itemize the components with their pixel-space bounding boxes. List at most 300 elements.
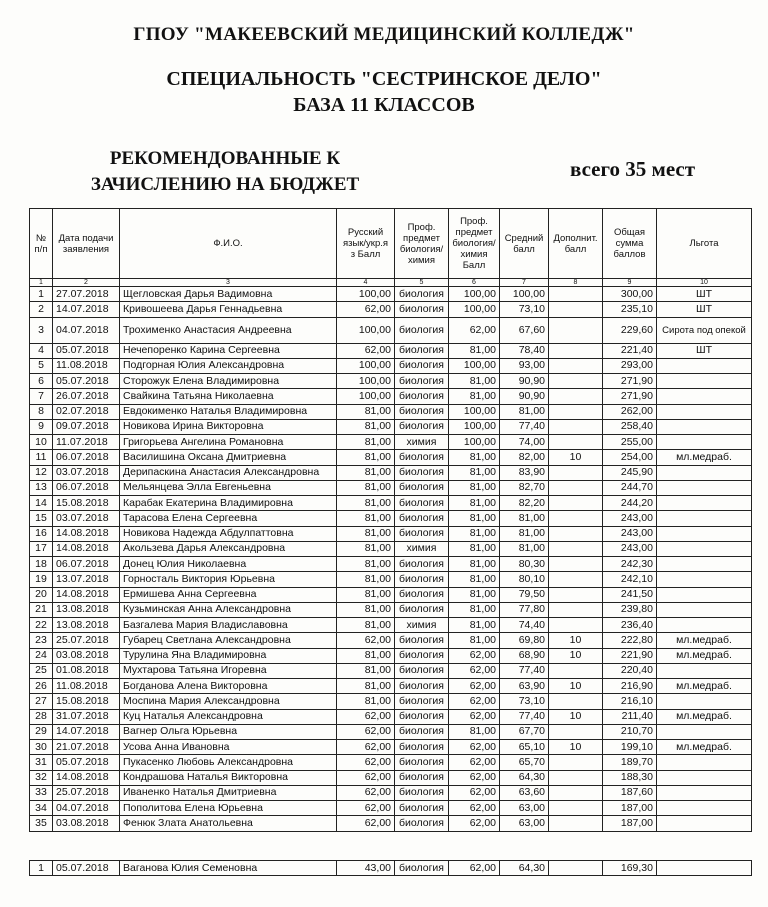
full-name-cell: Губарец Светлана Александровна <box>120 633 337 648</box>
submission-date-cell: 09.07.2018 <box>53 419 120 434</box>
russian-score-cell: 81,00 <box>337 557 395 572</box>
benefit-cell <box>657 557 752 572</box>
average-score-cell: 67,60 <box>500 317 549 343</box>
full-name-cell: Григорьева Ангелина Романовна <box>120 435 337 450</box>
benefit-cell: ШТ <box>657 302 752 317</box>
full-name-cell: Богданова Алена Викторовна <box>120 679 337 694</box>
row-number-cell: 21 <box>30 602 53 617</box>
total-score-cell: 187,60 <box>603 785 657 800</box>
submission-date-cell: 25.07.2018 <box>53 633 120 648</box>
russian-score-cell: 62,00 <box>337 785 395 800</box>
table-row <box>30 287 752 302</box>
submission-date-cell: 13.07.2018 <box>53 572 120 587</box>
benefit-cell <box>657 755 752 770</box>
table-row <box>30 740 752 755</box>
total-score-cell: 187,00 <box>603 816 657 831</box>
total-score-cell: 216,90 <box>603 679 657 694</box>
extra-score-cell <box>549 785 603 800</box>
submission-date-cell: 31.07.2018 <box>53 709 120 724</box>
profile-score-cell: 81,00 <box>449 587 500 602</box>
profile-score-cell: 81,00 <box>449 526 500 541</box>
russian-score-cell: 81,00 <box>337 541 395 556</box>
extra-score-cell <box>549 435 603 450</box>
profile-subject-cell: биология <box>395 694 449 709</box>
full-name-cell: Нечепоренко Карина Сергеевна <box>120 343 337 358</box>
extra-score-cell: 10 <box>549 709 603 724</box>
profile-score-cell: 62,00 <box>449 816 500 831</box>
average-score-cell: 65,70 <box>500 755 549 770</box>
profile-subject-cell: биология <box>395 496 449 511</box>
russian-score-cell: 62,00 <box>337 801 395 816</box>
total-score-cell: 271,90 <box>603 374 657 389</box>
full-name-cell: Новикова Надежда Абдулпаттовна <box>120 526 337 541</box>
column-number: 10 <box>657 279 752 287</box>
average-score-cell: 82,00 <box>500 450 549 465</box>
row-number-cell: 22 <box>30 618 53 633</box>
average-score-cell: 77,40 <box>500 663 549 678</box>
total-score-cell: 188,30 <box>603 770 657 785</box>
full-name-cell: Сторожук Елена Владимировна <box>120 374 337 389</box>
russian-score-cell: 100,00 <box>337 358 395 373</box>
benefit-cell: мл.медраб. <box>657 633 752 648</box>
row-number-cell: 12 <box>30 465 53 480</box>
benefit-cell <box>657 724 752 739</box>
benefit-cell: мл.медраб. <box>657 648 752 663</box>
extra-score-cell <box>549 343 603 358</box>
row-number-cell: 17 <box>30 541 53 556</box>
submission-date-cell: 02.07.2018 <box>53 404 120 419</box>
column-number: 9 <box>603 279 657 287</box>
russian-score-cell: 81,00 <box>337 465 395 480</box>
submission-date-cell: 05.07.2018 <box>53 755 120 770</box>
row-number-cell: 30 <box>30 740 53 755</box>
submission-date-cell: 21.07.2018 <box>53 740 120 755</box>
full-name-cell: Новикова Ирина Викторовна <box>120 419 337 434</box>
profile-subject-cell: биология <box>395 648 449 663</box>
full-name-cell: Мельянцева Элла Евгеньевна <box>120 480 337 495</box>
row-number-cell: 5 <box>30 358 53 373</box>
profile-score-cell: 81,00 <box>449 511 500 526</box>
submission-date-cell: 15.08.2018 <box>53 694 120 709</box>
row-number-cell: 14 <box>30 496 53 511</box>
benefit-cell <box>657 419 752 434</box>
russian-score-cell: 62,00 <box>337 343 395 358</box>
profile-score-cell: 81,00 <box>449 450 500 465</box>
average-score-cell: 63,00 <box>500 801 549 816</box>
russian-score-cell: 81,00 <box>337 496 395 511</box>
total-score-cell: 199,10 <box>603 740 657 755</box>
submission-date-cell: 11.07.2018 <box>53 435 120 450</box>
benefit-cell <box>657 511 752 526</box>
profile-score-cell: 81,00 <box>449 343 500 358</box>
submission-date-cell: 05.07.2018 <box>53 343 120 358</box>
benefit-cell: мл.медраб. <box>657 709 752 724</box>
profile-subject-cell: биология <box>395 572 449 587</box>
submission-date-cell: 05.07.2018 <box>53 861 120 876</box>
total-score-cell: 229,60 <box>603 317 657 343</box>
table-row <box>30 633 752 648</box>
table-row <box>30 511 752 526</box>
table-row <box>30 755 752 770</box>
table-row <box>30 389 752 404</box>
russian-score-cell: 81,00 <box>337 679 395 694</box>
profile-score-cell: 100,00 <box>449 287 500 302</box>
average-score-cell: 93,00 <box>500 358 549 373</box>
profile-subject-cell: биология <box>395 480 449 495</box>
table-row <box>30 465 752 480</box>
russian-score-cell: 81,00 <box>337 435 395 450</box>
table-row <box>30 317 752 343</box>
profile-subject-cell: биология <box>395 740 449 755</box>
column-number: 8 <box>549 279 603 287</box>
benefit-cell <box>657 465 752 480</box>
profile-score-cell: 62,00 <box>449 679 500 694</box>
row-number-cell: 24 <box>30 648 53 663</box>
table-row <box>30 541 752 556</box>
extra-score-cell <box>549 572 603 587</box>
recommended-line-1: РЕКОМЕНДОВАННЫЕ К <box>109 148 341 169</box>
profile-score-cell: 81,00 <box>449 557 500 572</box>
table-row <box>30 785 752 800</box>
full-name-cell: Пополитова Елена Юрьевна <box>120 801 337 816</box>
benefit-cell <box>657 541 752 556</box>
table-row <box>30 343 752 358</box>
total-score-cell: 221,90 <box>603 648 657 663</box>
extra-score-cell <box>549 496 603 511</box>
extra-score-cell: 10 <box>549 633 603 648</box>
russian-score-cell: 81,00 <box>337 480 395 495</box>
average-score-cell: 63,90 <box>500 679 549 694</box>
seats-total: всего 35 мест <box>570 157 696 181</box>
table-row <box>30 526 752 541</box>
submission-date-cell: 01.08.2018 <box>53 663 120 678</box>
total-score-cell: 262,00 <box>603 404 657 419</box>
profile-score-cell: 81,00 <box>449 465 500 480</box>
row-number-cell: 33 <box>30 785 53 800</box>
benefit-cell: мл.медраб. <box>657 679 752 694</box>
row-number-cell: 6 <box>30 374 53 389</box>
profile-subject-cell: биология <box>395 755 449 770</box>
profile-subject-cell: биология <box>395 557 449 572</box>
total-score-cell: 189,70 <box>603 755 657 770</box>
extra-score-cell <box>549 465 603 480</box>
total-score-cell: 245,90 <box>603 465 657 480</box>
row-number-cell: 27 <box>30 694 53 709</box>
average-score-cell: 90,90 <box>500 389 549 404</box>
column-number-row <box>30 279 752 287</box>
profile-score-cell: 62,00 <box>449 648 500 663</box>
profile-subject-cell: биология <box>395 358 449 373</box>
total-score-cell: 239,80 <box>603 602 657 617</box>
russian-score-cell: 81,00 <box>337 618 395 633</box>
table-row <box>30 587 752 602</box>
row-number-cell: 15 <box>30 511 53 526</box>
specialty-title: СПЕЦИАЛЬНОСТЬ "СЕСТРИНСКОЕ ДЕЛО" <box>166 68 602 90</box>
submission-date-cell: 14.07.2018 <box>53 724 120 739</box>
row-number-cell: 32 <box>30 770 53 785</box>
full-name-cell: Кузьминская Анна Александровна <box>120 602 337 617</box>
extra-score-cell <box>549 419 603 434</box>
row-number-cell: 4 <box>30 343 53 358</box>
admission-table <box>29 208 752 832</box>
row-number-cell: 34 <box>30 801 53 816</box>
submission-date-cell: 03.08.2018 <box>53 816 120 831</box>
table-row <box>30 816 752 831</box>
full-name-cell: Ермишева Анна Сергеевна <box>120 587 337 602</box>
full-name-cell: Вагнер Ольга Юрьевна <box>120 724 337 739</box>
row-number-cell: 19 <box>30 572 53 587</box>
column-number: 5 <box>395 279 449 287</box>
row-number-cell: 9 <box>30 419 53 434</box>
table-row <box>30 618 752 633</box>
row-number-cell: 2 <box>30 302 53 317</box>
extra-score-cell: 10 <box>549 740 603 755</box>
full-name-cell: Карабак Екатерина Владимировна <box>120 496 337 511</box>
column-header: Средний балл <box>500 209 549 279</box>
full-name-cell: Пукасенко Любовь Александровна <box>120 755 337 770</box>
profile-subject-cell: биология <box>395 724 449 739</box>
extra-score-cell <box>549 770 603 785</box>
profile-score-cell: 100,00 <box>449 435 500 450</box>
total-score-cell: 236,40 <box>603 618 657 633</box>
benefit-cell: Сирота под опекой <box>657 317 752 343</box>
extra-score-cell <box>549 358 603 373</box>
average-score-cell: 74,00 <box>500 435 549 450</box>
row-number-cell: 35 <box>30 816 53 831</box>
total-score-cell: 169,30 <box>603 861 657 876</box>
column-header: Общая сумма баллов <box>603 209 657 279</box>
average-score-cell: 81,00 <box>500 541 549 556</box>
average-score-cell: 64,30 <box>500 770 549 785</box>
average-score-cell: 100,00 <box>500 287 549 302</box>
benefit-cell <box>657 770 752 785</box>
full-name-cell: Куц Наталья Александровна <box>120 709 337 724</box>
benefit-cell <box>657 496 752 511</box>
russian-score-cell: 81,00 <box>337 526 395 541</box>
full-name-cell: Подгорная Юлия Александровна <box>120 358 337 373</box>
total-score-cell: 220,40 <box>603 663 657 678</box>
russian-score-cell: 81,00 <box>337 648 395 663</box>
submission-date-cell: 14.07.2018 <box>53 302 120 317</box>
profile-score-cell: 62,00 <box>449 801 500 816</box>
benefit-cell <box>657 602 752 617</box>
average-score-cell: 83,90 <box>500 465 549 480</box>
column-header: № п/п <box>30 209 53 279</box>
submission-date-cell: 05.07.2018 <box>53 374 120 389</box>
russian-score-cell: 62,00 <box>337 302 395 317</box>
extra-score-cell <box>549 618 603 633</box>
submission-date-cell: 04.07.2018 <box>53 317 120 343</box>
russian-score-cell: 81,00 <box>337 663 395 678</box>
submission-date-cell: 14.08.2018 <box>53 770 120 785</box>
column-number: 2 <box>53 279 120 287</box>
benefit-cell <box>657 694 752 709</box>
table-row <box>30 663 752 678</box>
total-score-cell: 243,00 <box>603 511 657 526</box>
row-number-cell: 26 <box>30 679 53 694</box>
profile-score-cell: 81,00 <box>449 374 500 389</box>
profile-subject-cell: биология <box>395 374 449 389</box>
column-header: Дата подачи заявления <box>53 209 120 279</box>
benefit-cell: ШТ <box>657 343 752 358</box>
college-title: ГПОУ "МАКЕЕВСКИЙ МЕДИЦИНСКИЙ КОЛЛЕДЖ" <box>133 24 635 45</box>
extra-score-cell <box>549 694 603 709</box>
column-number: 3 <box>120 279 337 287</box>
table-row <box>30 801 752 816</box>
base-title: БАЗА 11 КЛАССОВ <box>293 94 475 116</box>
table-row <box>30 724 752 739</box>
column-number: 4 <box>337 279 395 287</box>
average-score-cell: 64,30 <box>500 861 549 876</box>
russian-score-cell: 81,00 <box>337 694 395 709</box>
table-row <box>30 374 752 389</box>
submission-date-cell: 06.07.2018 <box>53 480 120 495</box>
extra-score-cell <box>549 663 603 678</box>
total-score-cell: 235,10 <box>603 302 657 317</box>
table-row <box>30 496 752 511</box>
total-score-cell: 243,00 <box>603 541 657 556</box>
russian-score-cell: 81,00 <box>337 419 395 434</box>
total-score-cell: 211,40 <box>603 709 657 724</box>
extra-score-cell <box>549 557 603 572</box>
total-score-cell: 243,00 <box>603 526 657 541</box>
full-name-cell: Евдокименко Наталья Владимировна <box>120 404 337 419</box>
benefit-cell <box>657 785 752 800</box>
profile-score-cell: 81,00 <box>449 496 500 511</box>
full-name-cell: Дерипаскина Анастасия Александровна <box>120 465 337 480</box>
profile-subject-cell: биология <box>395 633 449 648</box>
table-row <box>30 694 752 709</box>
profile-subject-cell: биология <box>395 770 449 785</box>
russian-score-cell: 81,00 <box>337 511 395 526</box>
profile-score-cell: 100,00 <box>449 302 500 317</box>
column-header: Льгота <box>657 209 752 279</box>
average-score-cell: 77,80 <box>500 602 549 617</box>
profile-score-cell: 81,00 <box>449 572 500 587</box>
total-score-cell: 244,70 <box>603 480 657 495</box>
average-score-cell: 73,10 <box>500 694 549 709</box>
profile-subject-cell: химия <box>395 618 449 633</box>
header-row <box>30 209 752 279</box>
profile-score-cell: 62,00 <box>449 694 500 709</box>
submission-date-cell: 04.07.2018 <box>53 801 120 816</box>
row-number-cell: 1 <box>30 287 53 302</box>
average-score-cell: 81,00 <box>500 526 549 541</box>
profile-score-cell: 62,00 <box>449 861 500 876</box>
profile-subject-cell: биология <box>395 602 449 617</box>
recommended-line-2: ЗАЧИСЛЕНИЮ НА БЮДЖЕТ <box>90 174 360 195</box>
profile-score-cell: 81,00 <box>449 724 500 739</box>
extra-score-cell: 10 <box>549 679 603 694</box>
profile-score-cell: 81,00 <box>449 389 500 404</box>
submission-date-cell: 14.08.2018 <box>53 526 120 541</box>
total-score-cell: 255,00 <box>603 435 657 450</box>
profile-subject-cell: биология <box>395 404 449 419</box>
russian-score-cell: 81,00 <box>337 602 395 617</box>
average-score-cell: 80,30 <box>500 557 549 572</box>
benefit-cell <box>657 358 752 373</box>
submission-date-cell: 25.07.2018 <box>53 785 120 800</box>
profile-subject-cell: биология <box>395 389 449 404</box>
row-number-cell: 10 <box>30 435 53 450</box>
russian-score-cell: 100,00 <box>337 389 395 404</box>
profile-score-cell: 81,00 <box>449 602 500 617</box>
russian-score-cell: 62,00 <box>337 633 395 648</box>
full-name-cell: Акользева Дарья Александровна <box>120 541 337 556</box>
russian-score-cell: 62,00 <box>337 755 395 770</box>
russian-score-cell: 81,00 <box>337 450 395 465</box>
full-name-cell: Базгалева Мария Владиславовна <box>120 618 337 633</box>
column-number: 7 <box>500 279 549 287</box>
profile-score-cell: 81,00 <box>449 618 500 633</box>
total-score-cell: 187,00 <box>603 801 657 816</box>
russian-score-cell: 100,00 <box>337 374 395 389</box>
average-score-cell: 65,10 <box>500 740 549 755</box>
extra-score-cell <box>549 861 603 876</box>
profile-score-cell: 81,00 <box>449 541 500 556</box>
submission-date-cell: 11.08.2018 <box>53 679 120 694</box>
profile-score-cell: 100,00 <box>449 419 500 434</box>
extra-score-cell <box>549 404 603 419</box>
russian-score-cell: 81,00 <box>337 587 395 602</box>
row-number-cell: 20 <box>30 587 53 602</box>
extra-score-cell <box>549 755 603 770</box>
submission-date-cell: 06.07.2018 <box>53 450 120 465</box>
profile-subject-cell: биология <box>395 526 449 541</box>
table-row <box>30 648 752 663</box>
profile-subject-cell: биология <box>395 861 449 876</box>
full-name-cell: Мухтарова Татьяна Игоревна <box>120 663 337 678</box>
total-score-cell: 242,30 <box>603 557 657 572</box>
profile-subject-cell: биология <box>395 343 449 358</box>
total-score-cell: 242,10 <box>603 572 657 587</box>
row-number-cell: 13 <box>30 480 53 495</box>
average-score-cell: 69,80 <box>500 633 549 648</box>
benefit-cell <box>657 404 752 419</box>
extra-score-cell <box>549 389 603 404</box>
table-row <box>30 404 752 419</box>
total-score-cell: 271,90 <box>603 389 657 404</box>
row-number-cell: 8 <box>30 404 53 419</box>
total-score-cell: 300,00 <box>603 287 657 302</box>
average-score-cell: 80,10 <box>500 572 549 587</box>
submission-date-cell: 11.08.2018 <box>53 358 120 373</box>
column-header: Ф.И.О. <box>120 209 337 279</box>
row-number-cell: 31 <box>30 755 53 770</box>
submission-date-cell: 03.08.2018 <box>53 648 120 663</box>
profile-subject-cell: биология <box>395 450 449 465</box>
benefit-cell: ШТ <box>657 287 752 302</box>
russian-score-cell: 62,00 <box>337 816 395 831</box>
full-name-cell: Турулина Яна Владимировна <box>120 648 337 663</box>
extra-score-cell <box>549 541 603 556</box>
table-row <box>30 302 752 317</box>
russian-score-cell: 100,00 <box>337 287 395 302</box>
row-number-cell: 28 <box>30 709 53 724</box>
benefit-cell <box>657 572 752 587</box>
russian-score-cell: 62,00 <box>337 740 395 755</box>
full-name-cell: Трохименко Анастасия Андреевна <box>120 317 337 343</box>
profile-subject-cell: биология <box>395 465 449 480</box>
profile-score-cell: 62,00 <box>449 755 500 770</box>
profile-subject-cell: биология <box>395 419 449 434</box>
submission-date-cell: 03.07.2018 <box>53 465 120 480</box>
table-row <box>30 602 752 617</box>
benefit-cell <box>657 587 752 602</box>
extra-score-cell <box>549 317 603 343</box>
row-number-cell: 1 <box>30 861 53 876</box>
full-name-cell: Василишина Оксана Дмитриевна <box>120 450 337 465</box>
